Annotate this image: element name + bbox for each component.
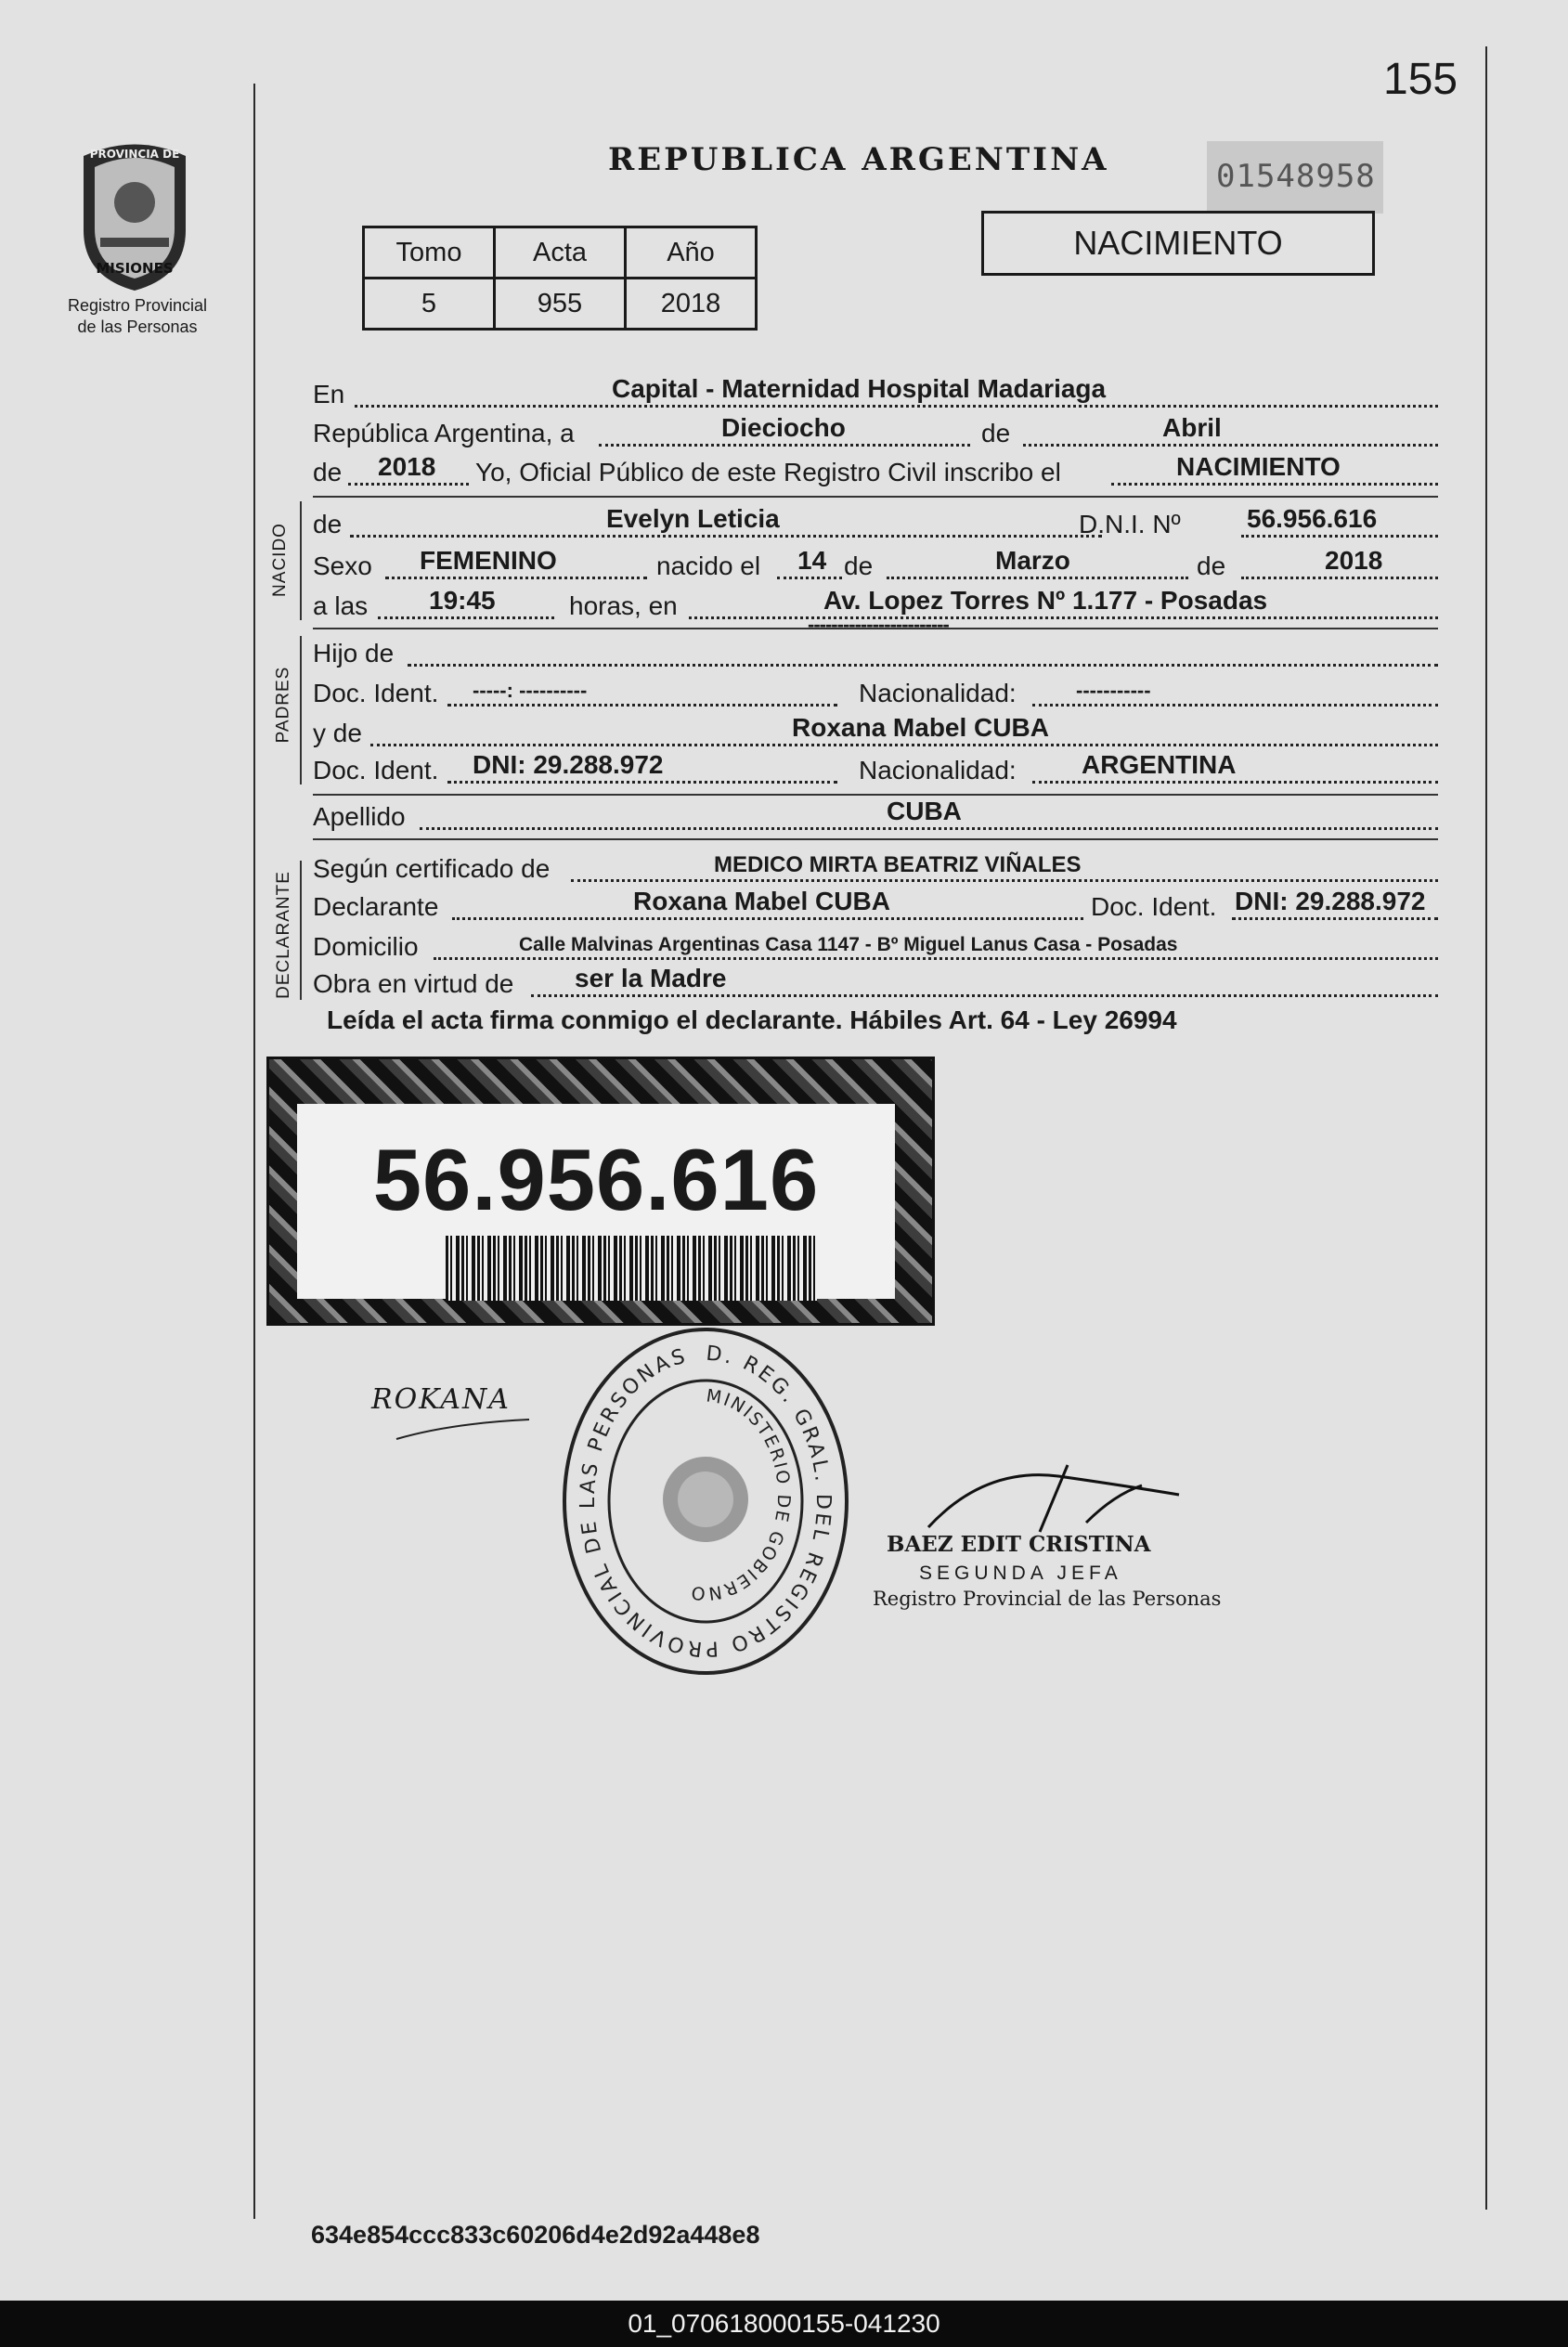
row-oficial: [313, 454, 1438, 491]
de-label: de: [844, 551, 874, 580]
page-number: 155: [1383, 55, 1458, 104]
dotted-leader: [689, 616, 1438, 619]
dotted-leader: [408, 664, 1438, 667]
apellido-value: CUBA: [887, 797, 962, 825]
svg-text:D. REG. GRAL. DEL REGISTRO PRO: D. REG. GRAL. DEL REGISTRO PROVINCIAL DE LAS PERSONAS: [576, 1342, 836, 1661]
signature-underline: [395, 1416, 534, 1444]
dotted-leader: [447, 704, 837, 707]
domicilio-value: Calle Malvinas Argentinas Casa 1147 - Bº Miguel Lanus Casa - Posadas: [519, 934, 1178, 955]
row-en: [313, 376, 1438, 413]
declarante-side-label: DECLARANTE: [273, 871, 293, 999]
row-mother-doc: [313, 752, 1438, 789]
dotted-leader: [378, 616, 554, 619]
dotted-leader: [385, 577, 647, 579]
section-rule: [313, 496, 1438, 498]
acta-header: Acta: [495, 227, 626, 279]
registration-year: 2018: [378, 452, 436, 481]
dotted-leader: [1032, 781, 1438, 784]
place-of-registration: Capital - Maternidad Hospital Madariaga: [612, 374, 1107, 403]
dotted-leader: [452, 917, 1083, 920]
de-label: de: [313, 510, 343, 538]
en-label: En: [313, 380, 345, 408]
row-declarante: [313, 888, 1438, 926]
official-seal: [557, 1323, 854, 1685]
declarante-signature: ROKANA: [371, 1383, 511, 1416]
logo-caption-line1: Registro Provincial: [67, 296, 208, 315]
child-dni: 56.956.616: [1247, 504, 1378, 533]
dotted-leader: [1032, 704, 1438, 707]
alas-label: a las: [313, 591, 369, 620]
dotted-leader: [1232, 917, 1438, 920]
tomo-header: Tomo: [364, 227, 495, 279]
birth-month: Marzo: [995, 546, 1070, 575]
padres-side-label: PADRES: [273, 666, 293, 744]
certificado-label: Según certificado de: [313, 854, 551, 883]
birth-day: 14: [797, 546, 827, 575]
dotted-leader: [370, 744, 1438, 746]
dotted-leader: [1023, 444, 1438, 447]
dotted-leader: [434, 957, 1438, 960]
de-label: de: [313, 458, 343, 486]
dni-sticker: [266, 1057, 935, 1326]
row-apellido: [313, 798, 1438, 836]
inscription-type: NACIMIENTO: [1176, 452, 1341, 481]
logo-caption-line2: de las Personas: [77, 318, 198, 336]
dotted-leader: [531, 994, 1438, 997]
dotted-leader: [350, 535, 1102, 538]
dotted-leader: [571, 879, 1438, 882]
domicilio-label: Domicilio: [313, 932, 419, 961]
birth-year: 2018: [1325, 546, 1383, 575]
row-obra: [313, 966, 1438, 1003]
mother-nationality: ARGENTINA: [1082, 750, 1237, 779]
document-title: REPUBLICA ARGENTINA: [608, 141, 1109, 178]
svg-text:MISIONES: MISIONES: [96, 260, 174, 277]
official-name: BAEZ EDIT CRISTINA: [887, 1532, 1151, 1557]
dash-line: ------------------------: [808, 613, 949, 636]
oficial-text: Yo, Oficial Público de este Registro Civil inscribo el: [475, 458, 1061, 486]
logo-caption: [45, 295, 230, 338]
closing-statement: Leída el acta firma conmigo el declarante. Hábiles Art. 64 - Ley 26994: [327, 1005, 1177, 1034]
dni-sticker-number: 56.956.616: [372, 1131, 820, 1228]
right-margin-line: [1485, 46, 1487, 2210]
tomo-value: 5: [364, 279, 495, 330]
barcode: [446, 1236, 817, 1301]
hijo-label: Hijo de: [313, 639, 395, 668]
section-rule: [313, 838, 1438, 840]
registration-day: Dieciocho: [721, 413, 846, 442]
anio-value: 2018: [626, 279, 757, 330]
birth-place: Av. Lopez Torres Nº 1.177 - Posadas: [823, 586, 1268, 615]
row-domicilio: [313, 928, 1438, 966]
dotted-leader: [1241, 535, 1438, 538]
nacido-bar: [300, 501, 302, 620]
de-label: de: [981, 419, 1011, 447]
mother-doc: DNI: 29.288.972: [473, 750, 664, 779]
dotted-leader: [599, 444, 970, 447]
nacionalidad-label: Nacionalidad:: [859, 679, 1017, 707]
nacionalidad-label: Nacionalidad:: [859, 756, 1017, 784]
row-mother: [313, 715, 1438, 752]
tomo-acta-table: [362, 226, 758, 331]
document-hash: 634e854ccc833c60206d4e2d92a448e8: [311, 2221, 760, 2249]
declarante-bar: [300, 861, 302, 1000]
padres-bar: [300, 636, 302, 784]
row-child-name: [313, 506, 1438, 543]
registration-month: Abril: [1162, 413, 1222, 442]
apellido-label: Apellido: [313, 802, 406, 831]
father-doc: -----: ----------: [473, 679, 588, 702]
declarante-doc: DNI: 29.288.972: [1235, 887, 1426, 915]
doc-ident-label: Doc. Ident.: [1091, 892, 1217, 921]
republica-label: República Argentina, a: [313, 419, 575, 447]
dni-sticker-inner: [297, 1104, 895, 1299]
row-republica: [313, 415, 1438, 452]
dotted-leader: [1241, 577, 1438, 579]
sexo-label: Sexo: [313, 551, 372, 580]
father-nationality: -----------: [1076, 679, 1151, 702]
section-rule: [313, 794, 1438, 796]
nacido-label: nacido el: [656, 551, 761, 580]
record-type-box: NACIMIENTO: [981, 211, 1375, 276]
mother-name: Roxana Mabel CUBA: [792, 713, 1049, 742]
footer-id-bar: 01_070618000155-041230: [0, 2301, 1568, 2347]
declarante-name: Roxana Mabel CUBA: [633, 887, 890, 915]
dotted-leader: [887, 577, 1188, 579]
yde-label: y de: [313, 719, 362, 747]
acta-value: 955: [495, 279, 626, 330]
de-label: de: [1197, 551, 1226, 580]
serial-number: 01548958: [1216, 158, 1376, 195]
dotted-leader: [447, 781, 837, 784]
nacido-side-label: NACIDO: [269, 523, 290, 597]
row-sexo: [313, 548, 1438, 585]
doc-ident-label: Doc. Ident.: [313, 679, 439, 707]
dotted-leader: [777, 577, 842, 579]
dotted-leader: [420, 827, 1438, 830]
horas-label: horas, en: [569, 591, 678, 620]
svg-text:MINISTERIO DE GOBIERNO: MINISTERIO DE GOBIERNO: [688, 1385, 795, 1604]
anio-header: Año: [626, 227, 757, 279]
svg-text:PROVINCIA DE: PROVINCIA DE: [89, 148, 180, 161]
certificado-value: MEDICO MIRTA BEATRIZ VIÑALES: [714, 852, 1082, 877]
dotted-leader: [1111, 483, 1438, 486]
child-sex: FEMENINO: [420, 546, 557, 575]
declarante-label: Declarante: [313, 892, 439, 921]
row-hijo: [313, 635, 1438, 672]
serial-number-box: [1207, 141, 1383, 214]
dotted-leader: [355, 405, 1438, 408]
child-name: Evelyn Leticia: [606, 504, 780, 533]
left-margin-line: [253, 84, 255, 2219]
province-logo: [65, 137, 204, 295]
dotted-leader: [348, 483, 469, 486]
obra-label: Obra en virtud de: [313, 969, 514, 998]
official-org: Registro Provincial de las Personas: [873, 1588, 1222, 1610]
row-father-doc: [313, 675, 1438, 712]
official-signature: [873, 1458, 1188, 1541]
dni-label: D.N.I. Nº: [1079, 510, 1181, 538]
obra-value: ser la Madre: [575, 964, 727, 992]
doc-ident-label: Doc. Ident.: [313, 756, 439, 784]
official-role: SEGUNDA JEFA: [919, 1563, 1122, 1584]
birth-time: 19:45: [429, 586, 496, 615]
row-certificado: [313, 850, 1438, 888]
